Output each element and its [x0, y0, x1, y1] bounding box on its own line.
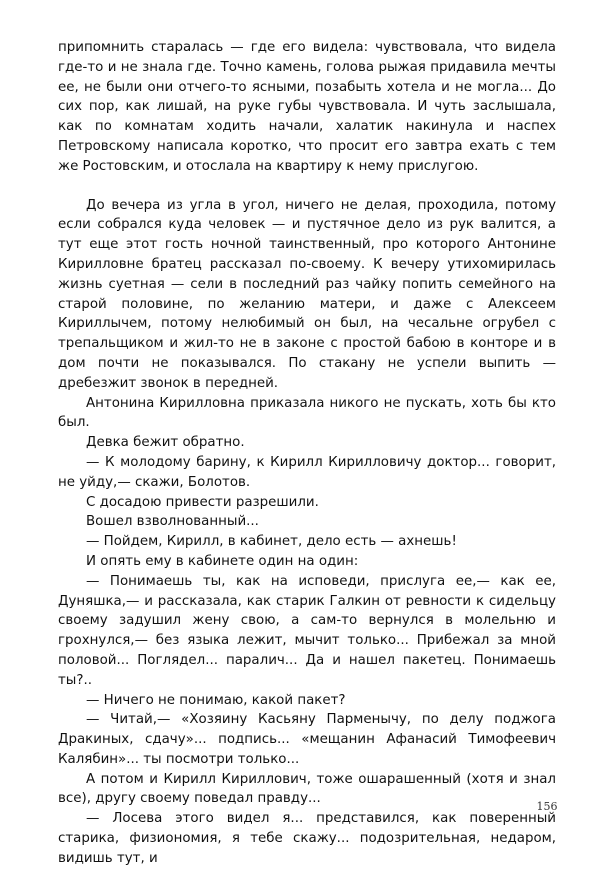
paragraph-gap [58, 177, 556, 196]
dialogue-line: — Понимаешь ты, как на исповеди, прислуга ее,— как ее, Дуняшка,— и рассказала, как старик Галкин от ревности к сидельцу своему задушил жену свою, а сам-то вернулся в молельню и грохнулся,— без языка лежит, мычит только... Прибежал за мной половой... Поглядел... паралич... Да и нашел пакетец. Понимаешь ты?.. [58, 573, 556, 688]
paragraph: До вечера из угла в угол, ничего не делая, проходила, потому если собрался куда человек — и пустячное дело из рук валится, а тут еще этот гость ночной таинственный, про которого Антонине Кирилловне братец рассказал по-своему. К вечеру утихомирилась жизнь суетная — сели в последний раз чайку попить семейного на старой половине, по желанию матери, и даже с Алексеем Кириллычем, потому нелюбимый он был, на чесальне огрубел с трепальщиком и жил-то не в законе с простой бабою в конторе и в дом почти не показывался. По стакану не успели выпить — дребезжит звонок в передней. [58, 197, 556, 391]
page-number: 156 [536, 800, 558, 813]
paragraph: А потом и Кирилл Кириллович, тоже ошарашенный (хотя и знал все), другу своему поведал правду... [58, 771, 556, 807]
paragraph: С досадою привести разрешили. [86, 494, 319, 510]
dialogue-line: — Пойдем, Кирилл, в кабинет, дело есть — ахнешь! [86, 534, 457, 550]
paragraph: Антонина Кирилловна приказала никого не пускать, хоть бы кто был. [58, 395, 556, 431]
dialogue-line: — Лосева этого видел я... представился, как поверенный старика, физиономия, я тебе скажу... подозрительная, недаром, видишь тут, и [58, 811, 556, 866]
paragraph-continuation: припомнить старалась — где его видела: чувствовала, что видела где-то и не знала где. Точно камень, голова рыжая придавила мечты ее, не были они отчего-то ясными, позабыть хотела и не могла... До сих пор, как лишай, на руке губы чувствовала. И чуть заслышала, как по комнатам ходить начали, халатик накинула и наспех Петровскому написала коротко, что просит его завтра ехать с тем же Ростовским, и отослала на квартиру к нему прислугою. [58, 40, 556, 174]
page-body [58, 38, 556, 869]
paragraph: Вошел взволнованный... [86, 514, 259, 530]
paragraph: И опять ему в кабинете один на один: [86, 553, 359, 569]
dialogue-line: — Читай,— «Хозяину Касьяну Парменычу, по делу поджога Дракиных, сдачу»... подпись... «мещанин Афанасий Тимофеевич Калябин»... ты посмотри только... [58, 712, 556, 767]
dialogue-line: — К молодому барину, к Кирилл Кирилловичу доктор... говорит, не уйду,— скажи, Болотов. [58, 454, 556, 490]
paragraph: Девка бежит обратно. [86, 435, 245, 451]
dialogue-line: — Ничего не понимаю, какой пакет? [86, 692, 346, 708]
